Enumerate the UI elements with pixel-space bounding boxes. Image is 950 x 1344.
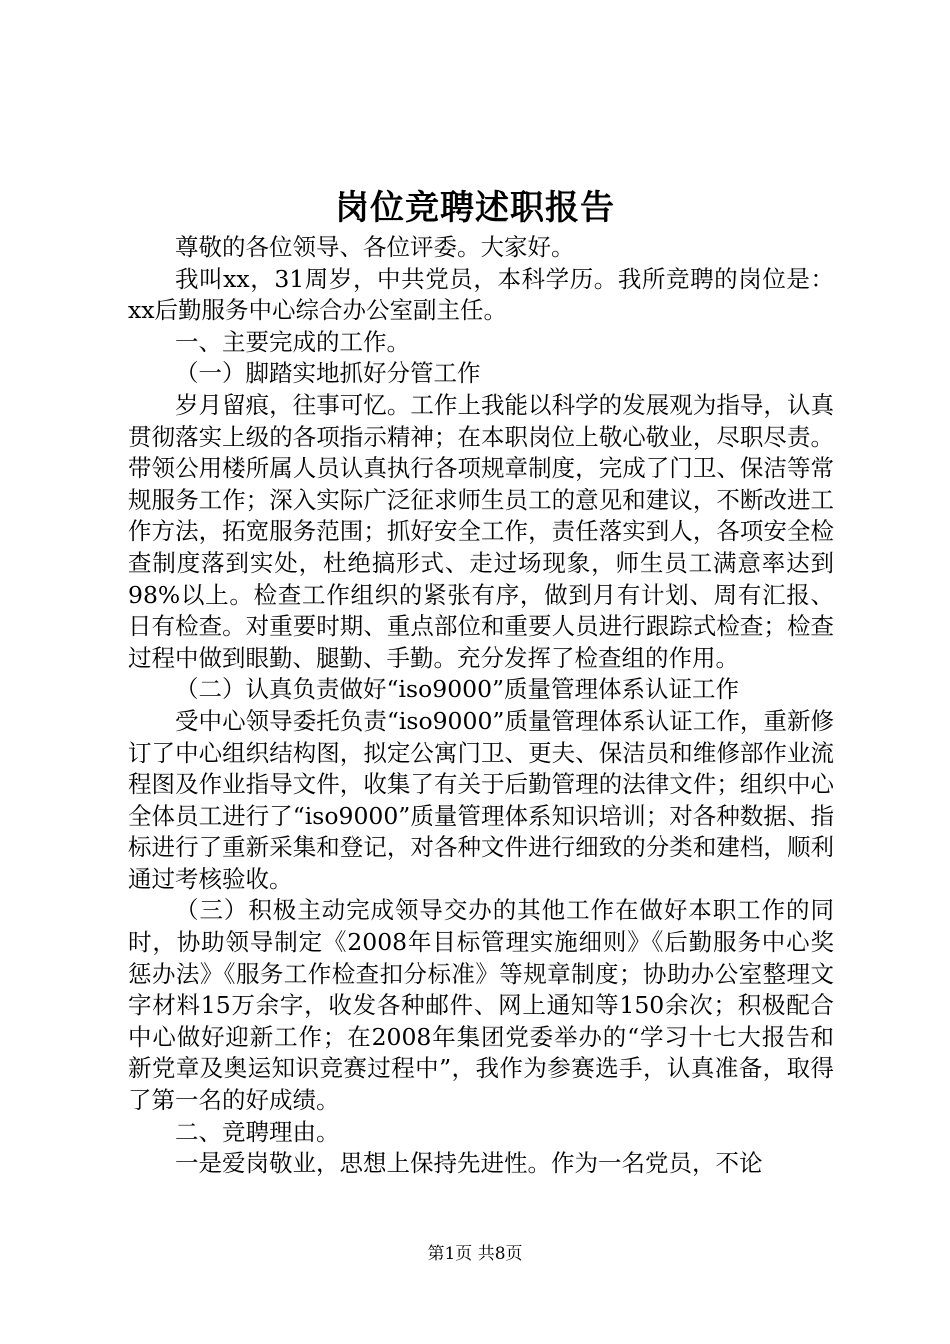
document-body [128,232,834,1180]
section-heading-reasons: 二、竞聘理由。 [175,1117,340,1146]
paragraph-work-2: 受中心领导委托负责“iso9000”质量管理体系认证工作，重新修订了中心组织结构图，拟定公寓门卫、更夫、保洁员和维修部作业流程图及作业指导文件，收集了有关于后勤管理的法律文件；组织中心全体员工进行了“iso9000”质量管理体系知识培训；对各种数据、指标进行了重新采集和登记，对各种文件进行细致的分类和建档，顺利通过考核验收。 [128,706,834,893]
document-title: 岗位竞聘述职报告 [335,188,615,228]
paragraph-self-intro: 我叫xx，31周岁，中共党员，本科学历。我所竞聘的岗位是：xx后勤服务中心综合办公室副主任。 [128,264,834,325]
subsection-heading-1: （一）脚踏实地抓好分管工作 [175,359,481,388]
subsection-heading-2: （二）认真负责做好“iso9000”质量管理体系认证工作 [175,675,740,704]
page-footer: 第1页 共8页 [427,1244,523,1264]
paragraph-greeting: 尊敬的各位领导、各位评委。大家好。 [175,233,575,261]
paragraph-work-1: 岁月留痕，往事可忆。工作上我能以科学的发展观为指导，认真贯彻落实上级的各项指示精神；在本职岗位上敬心敬业，尽职尽责。带领公用楼所属人员认真执行各项规章制度，完成了门卫、保洁等常规服务工作；深入实际广泛征求师生员工的意见和建议，不断改进工作方法，拓宽服务范围；抓好安全工作，责任落实到人，各项安全检查制度落到实处，杜绝搞形式、走过场现象，师生员工满意率达到98%以上。检查工作组织的紧张有序，做到月有计划、周有汇报、日有检查。对重要时期、重点部位和重要人员进行跟踪式检查；检查过程中做到眼勤、腿勤、手勤。充分发挥了检查组的作用。 [128,390,834,672]
paragraph-work-3: （三）积极主动完成领导交办的其他工作在做好本职工作的同时，协助领导制定《2008年目标管理实施细则》《后勤服务中心奖惩办法》《服务工作检查扣分标准》等规章制度；协助办公室整理文字材料15万余字，收发各种邮件、网上通知等150余次；积极配合中心做好迎新工作；在2008年集团党委举办的“学习十七大报告和新党章及奥运知识竞赛过程中”，我作为参赛选手，认真准备，取得了第一名的好成绩。 [128,896,834,1115]
section-heading-main-work: 一、主要完成的工作。 [175,327,410,356]
paragraph-reason-1: 一是爱岗敬业，思想上保持先进性。作为一名党员，不论 [175,1149,763,1178]
